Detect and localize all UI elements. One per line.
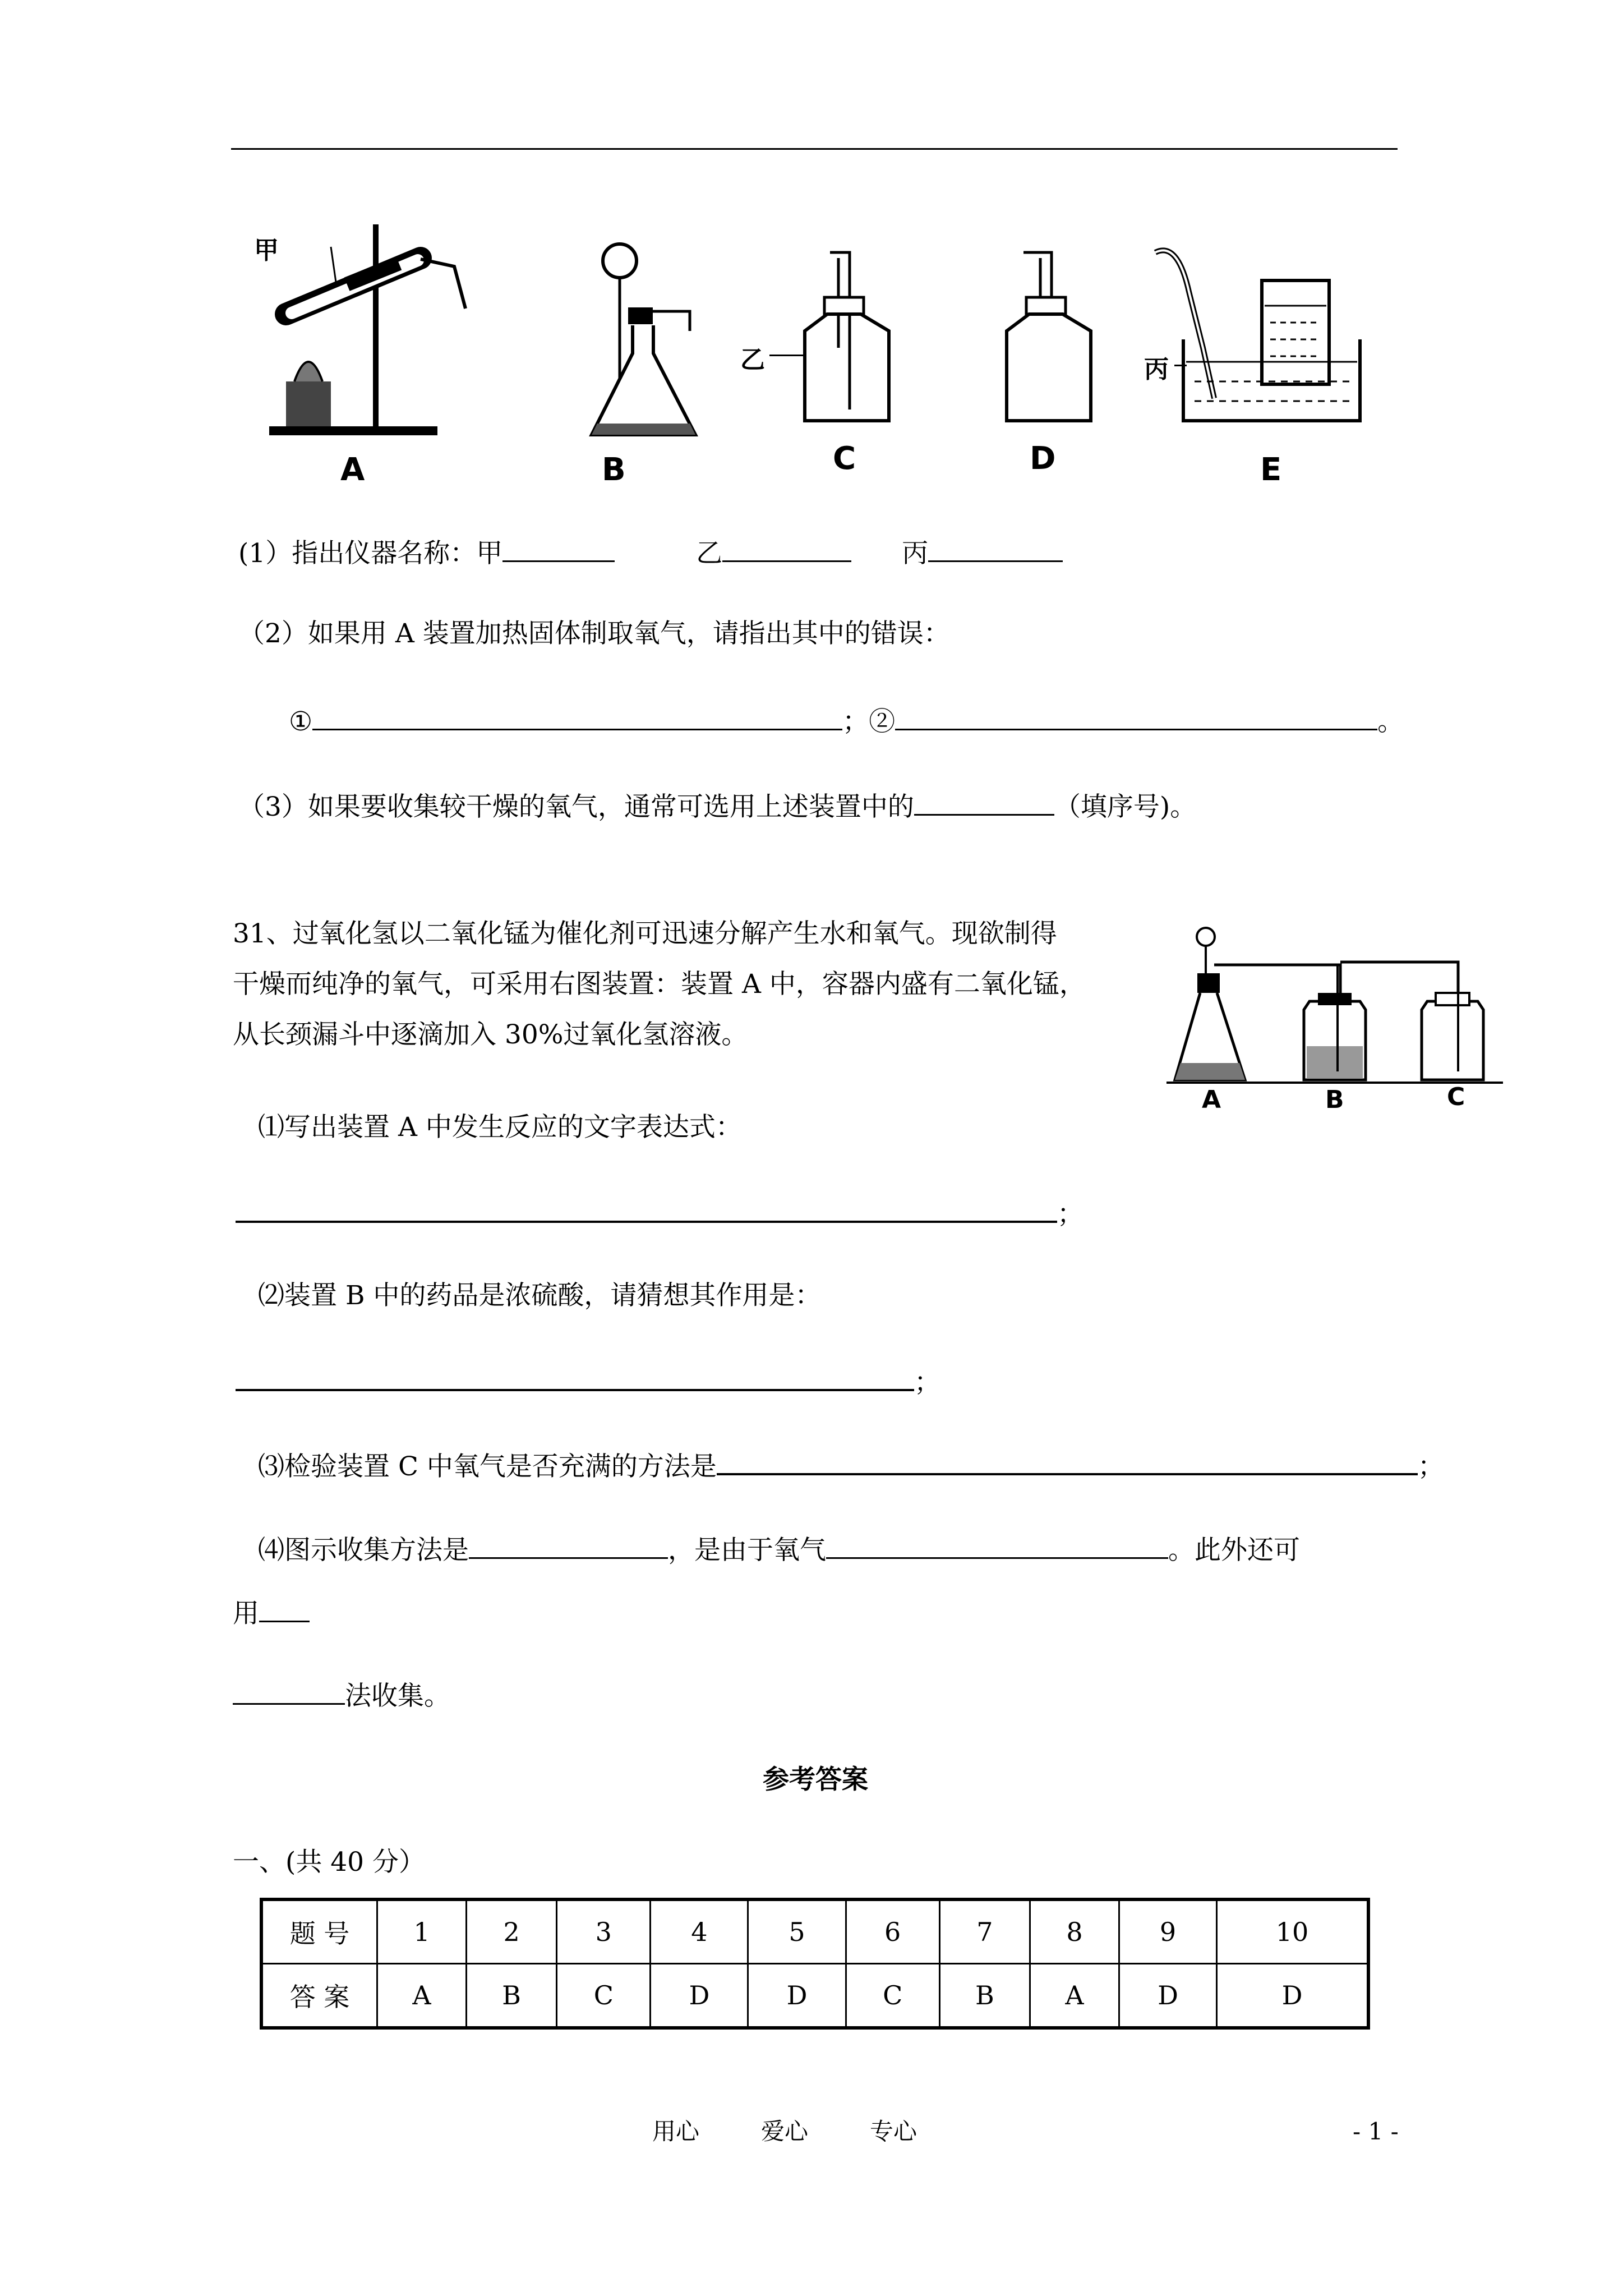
- blank-alt-method-b[interactable]: [233, 1677, 345, 1705]
- q31-intro-line-3: 从长颈漏斗中逐滴加入 30%过氧化氢溶液。: [233, 1019, 748, 1050]
- blank-function[interactable]: [236, 1363, 914, 1391]
- answers-table: [260, 1898, 1370, 2030]
- answers-title: 参考答案: [763, 1764, 868, 1795]
- question-number: 4: [651, 1899, 748, 1964]
- question-number: 7: [939, 1899, 1030, 1964]
- answer-value: C: [557, 1964, 651, 2028]
- q31-part1: ⑴写出装置 A 中发生反应的文字表达式：: [258, 1112, 742, 1143]
- blank-collect-method[interactable]: [469, 1531, 668, 1559]
- question-number: 6: [846, 1899, 939, 1964]
- answer-value: A: [377, 1964, 467, 2028]
- figure-label-a: A: [340, 452, 365, 488]
- label-yi: 乙: [740, 346, 765, 374]
- label-bing-pointer: [1174, 365, 1187, 366]
- apparatus-c-drawing: [796, 252, 897, 432]
- page-number: - 1 -: [1353, 2118, 1399, 2145]
- q30-part2-errors: ① ；② 。: [289, 703, 1404, 739]
- q31-figure-label-b: B: [1325, 1085, 1344, 1114]
- table-answer-label: 答 案: [261, 1964, 377, 2028]
- answers-section: 一、(共 40 分）: [233, 1847, 426, 1878]
- question-number: 10: [1217, 1899, 1368, 1964]
- table-row: [261, 1899, 1368, 1964]
- question-number: 2: [466, 1899, 556, 1964]
- q31-intro-line-1: 31、过氧化氢以二氧化锰为催化剂可迅速分解产生水和氧气。现欲制得: [233, 918, 1057, 949]
- answer-value: B: [939, 1964, 1030, 2028]
- question-number: 9: [1119, 1899, 1216, 1964]
- answer-value: A: [1030, 1964, 1119, 2028]
- q31-intro-line-2: 干燥而纯净的氧气，可采用右图装置：装置 A 中，容器内盛有二氧化锰，: [233, 969, 1086, 1000]
- blank-error-2[interactable]: [895, 703, 1377, 730]
- blank-jia[interactable]: [502, 535, 615, 562]
- blank-alt-method-a[interactable]: [259, 1595, 310, 1622]
- label-yi-pointer: [769, 355, 804, 356]
- q30-part2: （2）如果用 A 装置加热固体制取氧气，请指出其中的错误：: [238, 618, 950, 649]
- answer-value: D: [1119, 1964, 1216, 2028]
- table-row: [261, 1964, 1368, 2028]
- q31-part4-cont: 用: [233, 1595, 310, 1631]
- apparatus-a-drawing: [252, 213, 477, 449]
- answer-value: D: [748, 1964, 846, 2028]
- apparatus-b-drawing: [583, 241, 712, 449]
- question-number: 8: [1030, 1899, 1119, 1964]
- blank-check-method[interactable]: [717, 1447, 1418, 1475]
- apparatus-e-drawing: [1144, 241, 1385, 432]
- blank-error-1[interactable]: [312, 703, 842, 730]
- blank-oxygen-property[interactable]: [826, 1531, 1168, 1559]
- label-jia: 甲: [254, 236, 279, 265]
- q31-part2-answer: ；: [236, 1363, 940, 1400]
- blank-equation[interactable]: [236, 1195, 1057, 1223]
- q31-part4-end: 法收集。: [233, 1677, 450, 1713]
- answer-value: B: [466, 1964, 556, 2028]
- q30-part1: (1）指出仪器名称：甲 乙 丙: [238, 535, 1063, 570]
- table-header-label: 题 号: [261, 1899, 377, 1964]
- figure-label-c: C: [833, 440, 856, 477]
- answer-value: C: [846, 1964, 939, 2028]
- question-number: 1: [377, 1899, 467, 1964]
- q31-figure-label-c: C: [1447, 1083, 1465, 1111]
- answer-value: D: [1217, 1964, 1368, 2028]
- q30-part3: （3）如果要收集较干燥的氧气，通常可选用上述装置中的 （填序号)。: [238, 788, 1196, 824]
- blank-yi[interactable]: [722, 535, 851, 562]
- answer-value: D: [651, 1964, 748, 2028]
- figure-label-e: E: [1260, 452, 1282, 488]
- q31-apparatus-drawing: [1166, 920, 1503, 1105]
- q31-part1-answer: ；: [236, 1195, 1083, 1231]
- apparatus-d-drawing: [998, 252, 1099, 432]
- blank-device[interactable]: [914, 788, 1054, 816]
- blank-bing[interactable]: [928, 535, 1063, 562]
- figure-label-d: D: [1030, 440, 1056, 477]
- figure-label-b: B: [602, 452, 626, 488]
- apparatus-figure: [0, 0, 1623, 505]
- q31-part4: ⑷图示收集方法是 ，是由于氧气 。此外还可: [258, 1531, 1300, 1567]
- question-number: 3: [557, 1899, 651, 1964]
- q31-figure-label-a: A: [1202, 1085, 1221, 1114]
- label-bing: 丙: [1144, 355, 1169, 384]
- q31-part2: ⑵装置 B 中的药品是浓硫酸，请猜想其作用是：: [258, 1280, 822, 1311]
- footer-center: 用心 爱心 专心: [652, 2118, 917, 2145]
- q31-part3: ⑶检验装置 C 中氧气是否充满的方法是 ；: [258, 1447, 1444, 1484]
- question-number: 5: [748, 1899, 846, 1964]
